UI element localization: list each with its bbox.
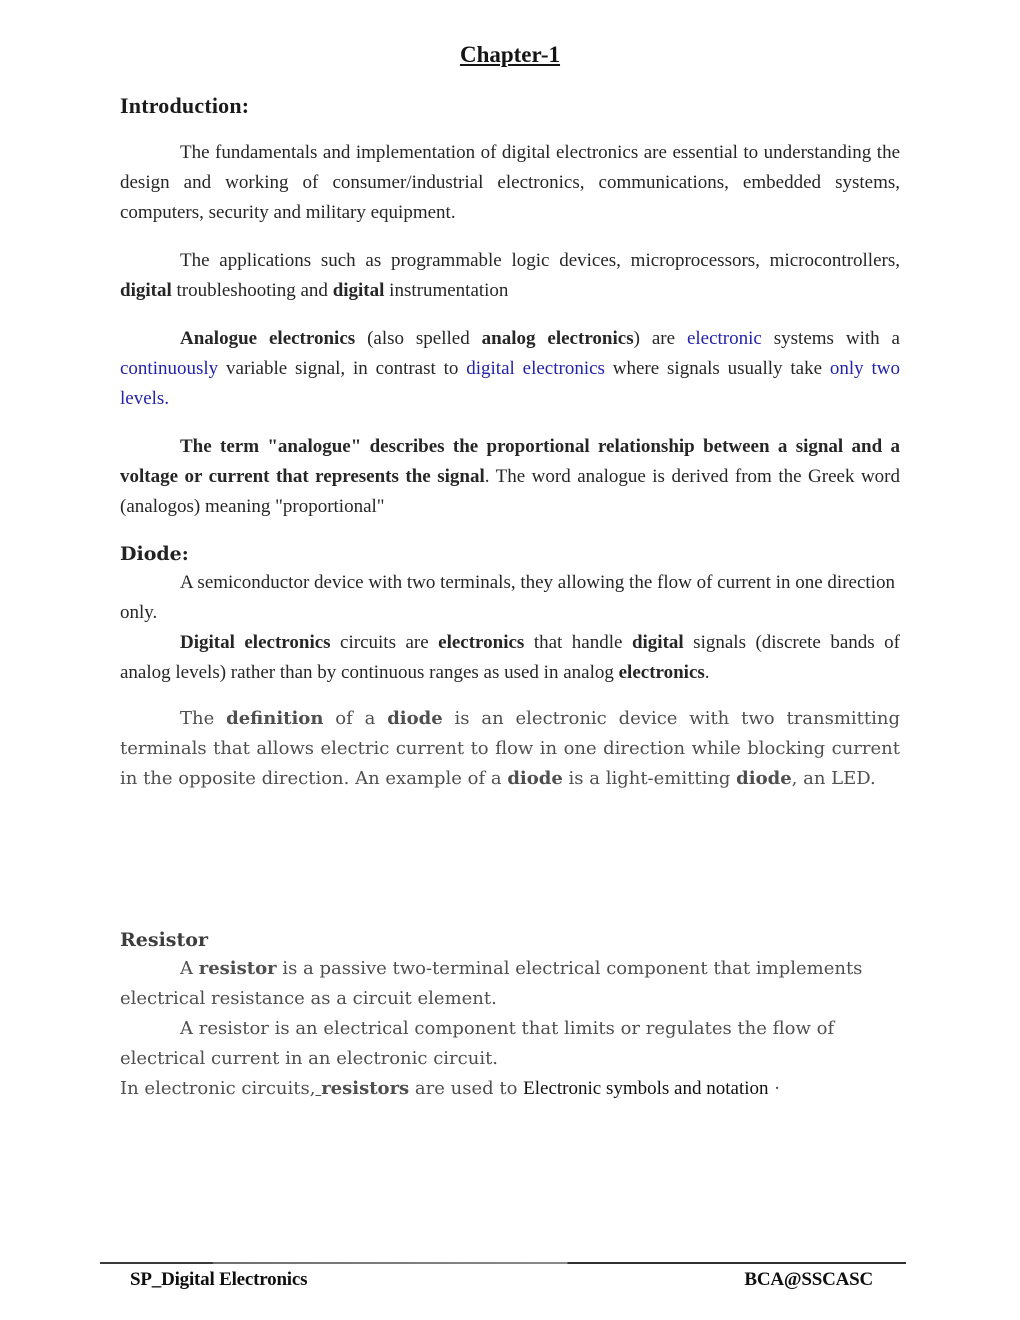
heading-introduction [120,92,900,120]
para-analogue-term [120,432,900,522]
para-resistor-1 [120,954,900,1014]
text-run: · [768,1078,780,1099]
para-intro [120,138,900,228]
text-run: Resistor [120,929,208,951]
text-run: Electronic symbols and notation [523,1078,769,1099]
text-run: The [180,708,227,729]
text-run: is a light-emitting [562,768,737,789]
text-run: digital [332,280,385,301]
text-run: (also spelled [355,328,482,349]
link-text: only two levels. [120,358,900,409]
text-run: where signals usually take [604,358,830,379]
footer-right-text: BCA@SSCASC [744,1269,873,1290]
para-resistor-2 [120,1014,900,1074]
text-run: ) are [633,328,687,349]
text-run: A resistor is an electrical component that limits or regulates the flow of electrical current in an electronic circuit. [120,1018,835,1069]
footer-left-text: SP_Digital Electronics [130,1269,308,1290]
text-run: resistors [321,1078,410,1099]
text-run: electronics [618,662,705,683]
text-run: Chapter-1 [459,42,561,67]
text-run: Introduction: [120,93,250,118]
text-run: The applications such as programmable logic devices, microprocessors, microcontrollers, [180,250,900,271]
text-run: electronics [438,632,525,653]
footer-rule [100,1262,906,1264]
link-text: digital electronics [466,358,605,379]
link-text: continuously [120,358,219,379]
text-run: signals (discrete bands of analog levels) rather than by continuous ranges as used in analog [120,632,900,683]
text-run: that handle [524,632,632,653]
text-run: of a [323,708,388,729]
text-run: In electronic circuits, [120,1078,316,1099]
text-run: circuits are [330,632,439,653]
text-run: A semiconductor device with two terminals, they allowing the flow of current in one direction only. [120,572,895,623]
text-run: The term "analogue" describes the proportional relationship between a signal and a voltage or current that represents the signal [120,436,900,487]
text-run: Analogue electronics [180,328,356,349]
text-run: digital [120,280,172,301]
text-run: variable signal, in contrast to [218,358,467,379]
link-text: electronic [686,328,762,349]
text-run: diode [387,708,443,729]
page-footer [130,1269,873,1291]
text-run: troubleshooting and [171,280,333,301]
heading-resistor [120,926,900,954]
text-run: digital [631,632,684,653]
text-run: Digital electronics [180,632,331,653]
text-run: A [180,958,199,979]
heading-diode [120,540,900,568]
para-analogue-electronics [120,324,900,414]
text-run: . [704,662,710,683]
text-run: . The word analogue is derived from the Greek word (analogos) meaning "proportional" [120,466,900,517]
text-run: is a passive two-terminal electrical component that implements electrical resistance as a circuit element. [120,958,863,1009]
text-run: Diode: [120,543,189,565]
text-run: diode [736,768,792,789]
text-run: resistor [198,958,277,979]
text-run: analog electronics [481,328,634,349]
para-resistor-3 [120,1074,900,1104]
text-run: instrumentation [384,280,509,301]
text-run: definition [226,708,324,729]
text-run: are used to [409,1078,524,1099]
para-diode-definition [120,704,900,794]
text-run: systems with a [761,328,900,349]
para-diode [120,568,900,628]
text-run: The fundamentals and implementation of digital electronics are essential to understanding the design and working of consumer/industrial electronics, communications, embedded systems, computers, security and military equipment. [120,142,900,223]
para-digital-electronics [120,628,900,688]
para-applications [120,246,900,306]
text-run: is an electronic device with two transmitting terminals that allows electric current to flow in one direction while blocking current in the opposite direction. An example of a [120,708,901,789]
text-run: diode [507,768,563,789]
text-run: , an LED. [791,768,876,789]
chapter-title [120,42,900,68]
